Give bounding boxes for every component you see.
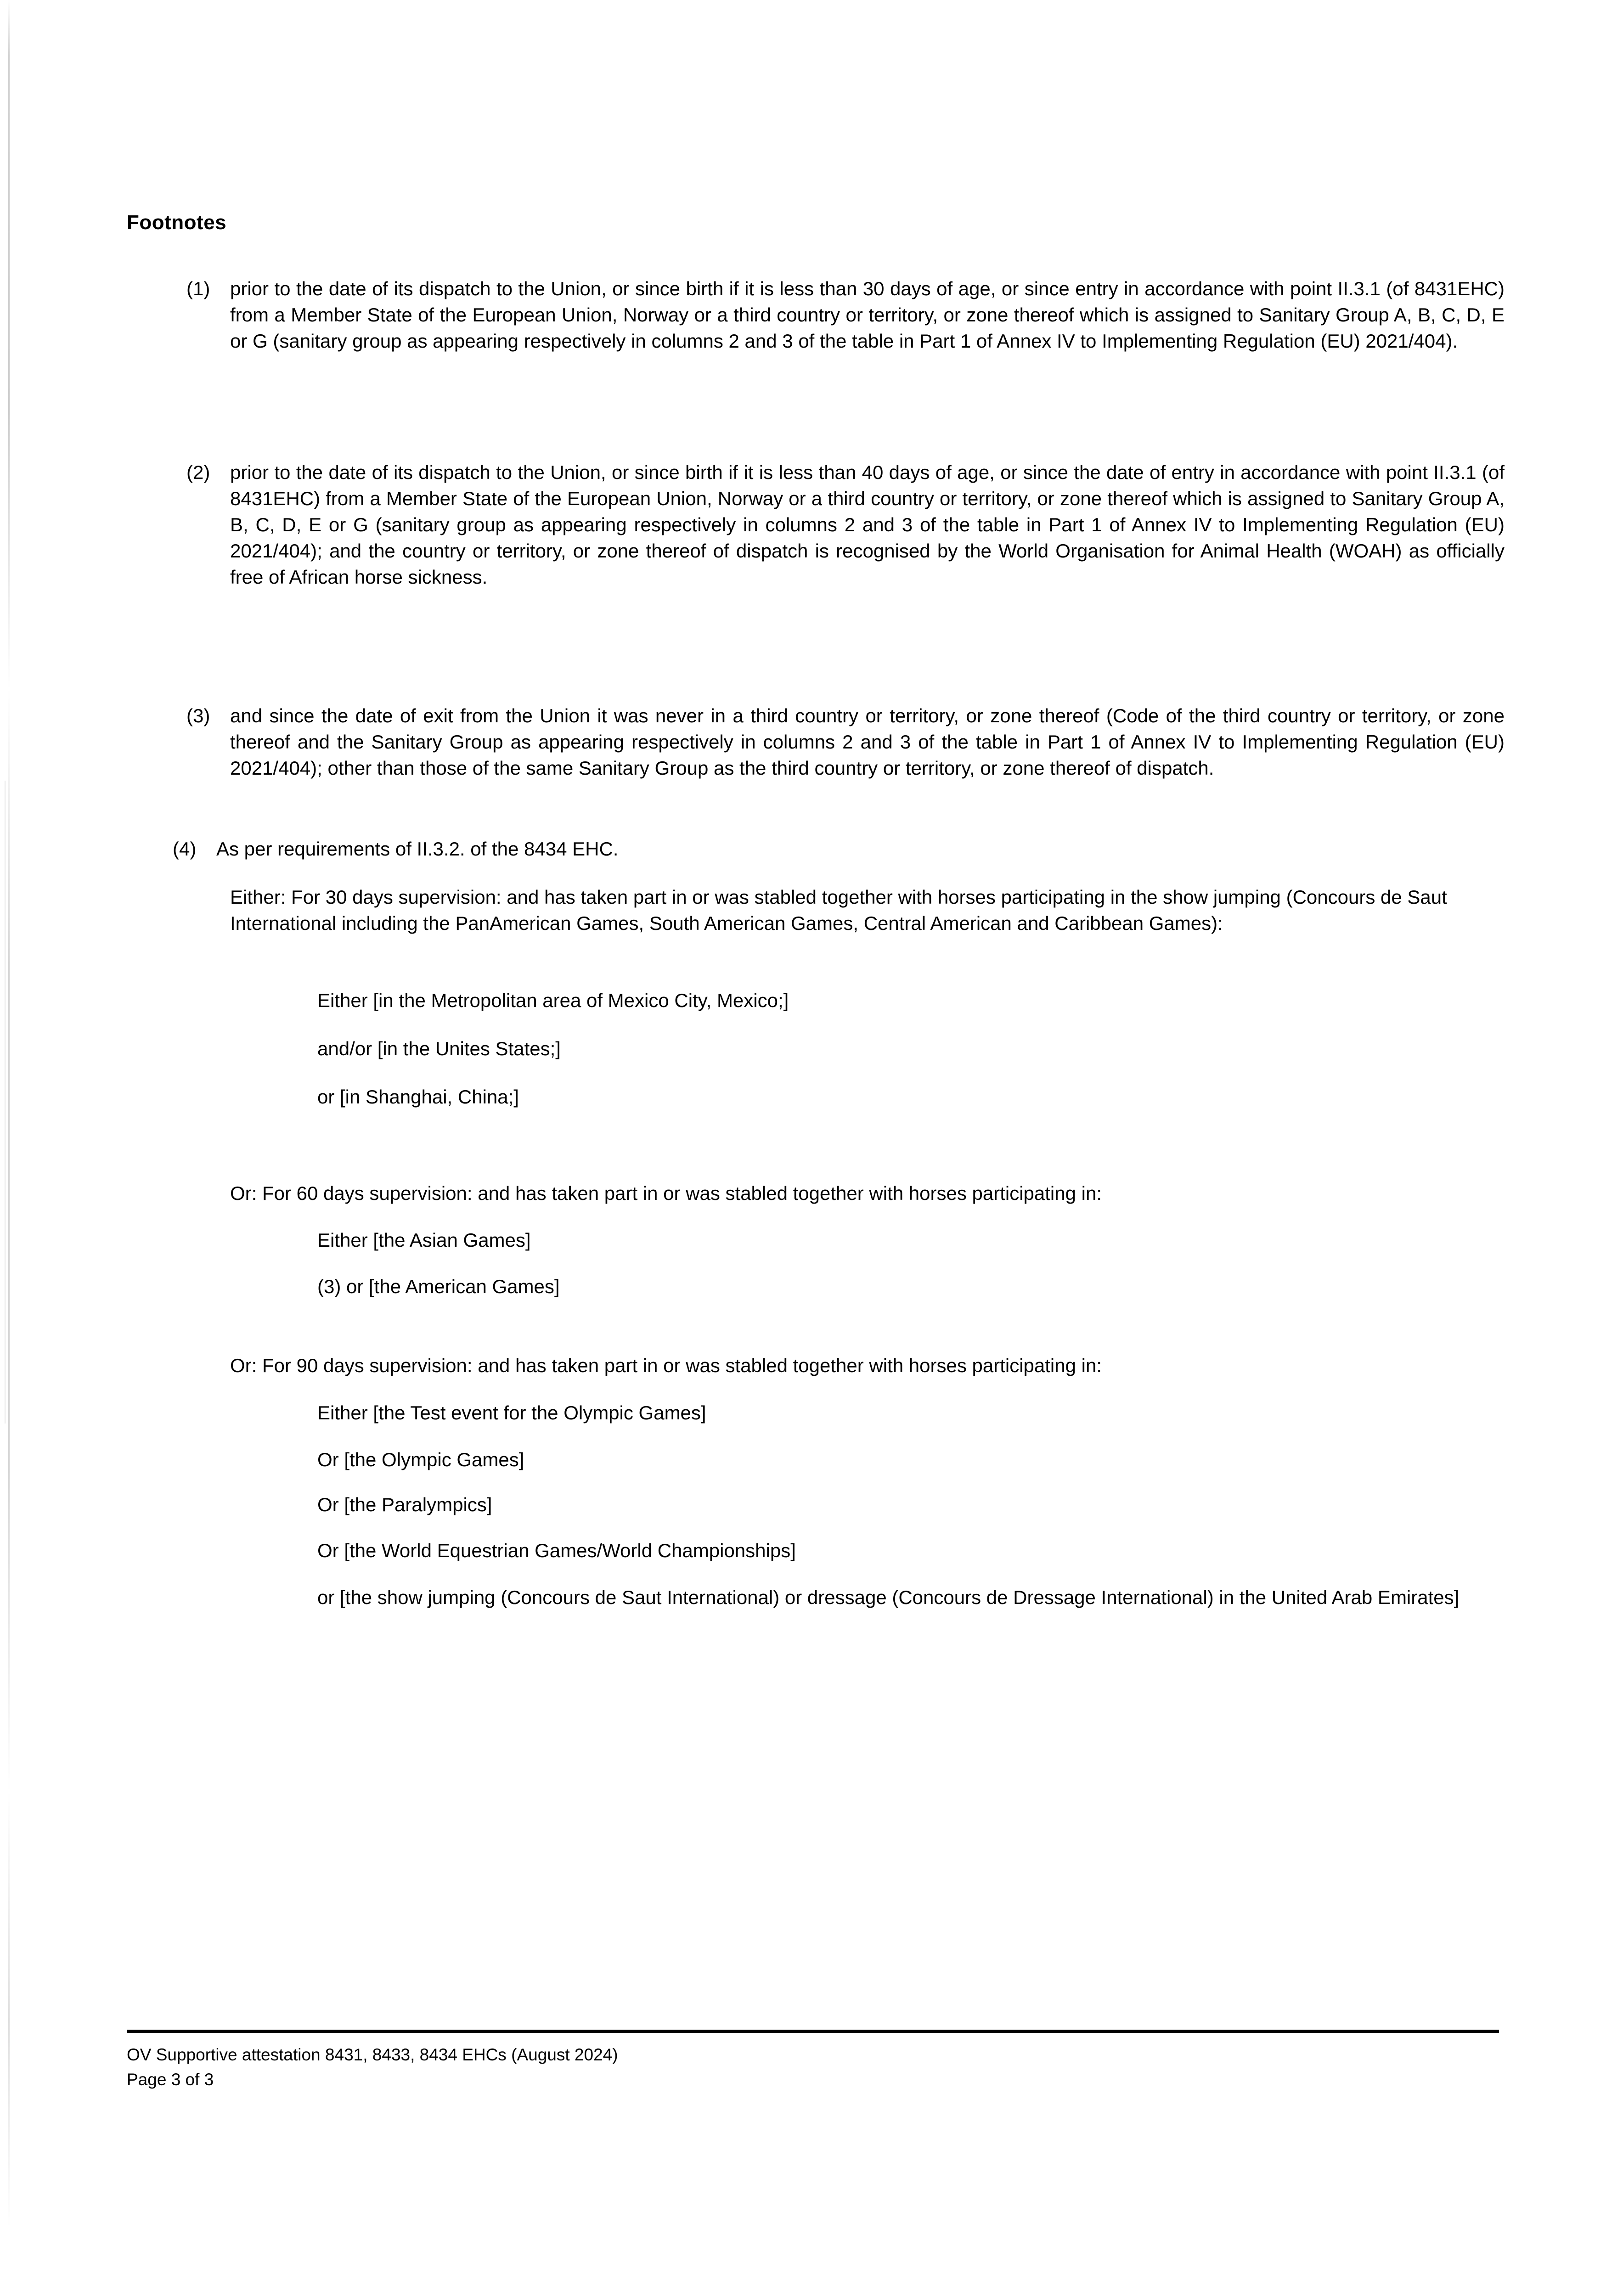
supervision-option-60-days-1: Either [the Asian Games]	[317, 1229, 531, 1251]
footnote-item-3	[186, 703, 1505, 781]
footer-line-2: Page 3 of 3	[127, 2070, 214, 2089]
footnote-marker-4: (4)	[173, 838, 197, 860]
supervision-option-30-days-2: and/or [in the Unites States;]	[317, 1038, 561, 1059]
supervision-option-30-days-1: Either [in the Metropolitan area of Mexico City, Mexico;]	[317, 990, 789, 1011]
scan-edge-artifact-secondary	[5, 781, 6, 1424]
supervision-option-90-days-5: or [the show jumping (Concours de Saut International) or dressage (Concours de Dressage International) in the United Arab Emirates]	[317, 1587, 1460, 1608]
supervision-option-90-days-3: Or [the Paralympics]	[317, 1494, 492, 1515]
footnote-item-1	[186, 276, 1505, 354]
footnote-marker-2: (2)	[186, 461, 210, 483]
footnote-text-1: prior to the date of its dispatch to the Union, or since birth if it is less than 30 days of age, or since entry in accordance with point II.3.1 (of 8431EHC) from a Member State of the European Union, Norway or a third country or territory, or zone thereof which is assigned to Sanitary Group A, B, C, D, E or G (sanitary group as appearing respectively in columns 2 and 3 of the table in Part 1 of Annex IV to Implementing Regulation (EU) 2021/404).	[230, 278, 1505, 352]
supervision-lead-30-days: Either: For 30 days supervision: and has taken part in or was stabled together with horses participating in the show jumping (Concours de Saut International including the PanAmerican Games, South American Games, Central American and Caribbean Games):	[230, 886, 1447, 934]
footnote-text-2: prior to the date of its dispatch to the Union, or since birth if it is less than 40 days of age, or since the date of entry in accordance with point II.3.1 (of 8431EHC) from a Member State of the European Union, Norway or a third country or territory, or zone thereof which is assigned to Sanitary Group A, B, C, D, E or G (sanitary group as appearing respectively in columns 2 and 3 of the table in Part 1 of Annex IV to Implementing Regulation (EU) 2021/404); and the country or territory, or zone thereof of dispatch is recognised by the World Organisation for Animal Health (WOAH) as officially free of African horse sickness.	[230, 461, 1505, 588]
footnote-marker-3: (3)	[186, 705, 210, 726]
scan-edge-artifact	[8, 0, 10, 2296]
footnote-item-2	[186, 459, 1505, 591]
footnote-item-4	[173, 836, 1505, 862]
supervision-lead-90-days: Or: For 90 days supervision: and has taken part in or was stabled together with horses participating in:	[230, 1355, 1102, 1376]
supervision-option-60-days-2: (3) or [the American Games]	[317, 1276, 560, 1297]
supervision-option-30-days-3: or [in Shanghai, China;]	[317, 1086, 519, 1108]
supervision-option-90-days-2: Or [the Olympic Games]	[317, 1449, 524, 1470]
footnote-marker-1: (1)	[186, 278, 210, 299]
supervision-lead-60-days: Or: For 60 days supervision: and has taken part in or was stabled together with horses participating in:	[230, 1182, 1102, 1204]
footnote-text-3: and since the date of exit from the Union it was never in a third country or territory, or zone thereof (Code of the third country or territory, or zone thereof and the Sanitary Group as appearing respectively in columns 2 and 3 of the table in Part 1 of Annex IV to Implementing Regulation (EU) 2021/404); other than those of the same Sanitary Group as the third country or territory, or zone thereof of dispatch.	[230, 705, 1505, 779]
footnote-text-4: As per requirements of II.3.2. of the 8434 EHC.	[216, 838, 619, 860]
footer-line-1: OV Supportive attestation 8431, 8433, 8434 EHCs (August 2024)	[127, 2045, 618, 2064]
supervision-option-90-days-1: Either [the Test event for the Olympic Games]	[317, 1402, 706, 1424]
page-title: Footnotes	[127, 211, 227, 234]
supervision-option-90-days-4: Or [the World Equestrian Games/World Championships]	[317, 1540, 796, 1561]
footer-divider	[127, 2030, 1499, 2033]
